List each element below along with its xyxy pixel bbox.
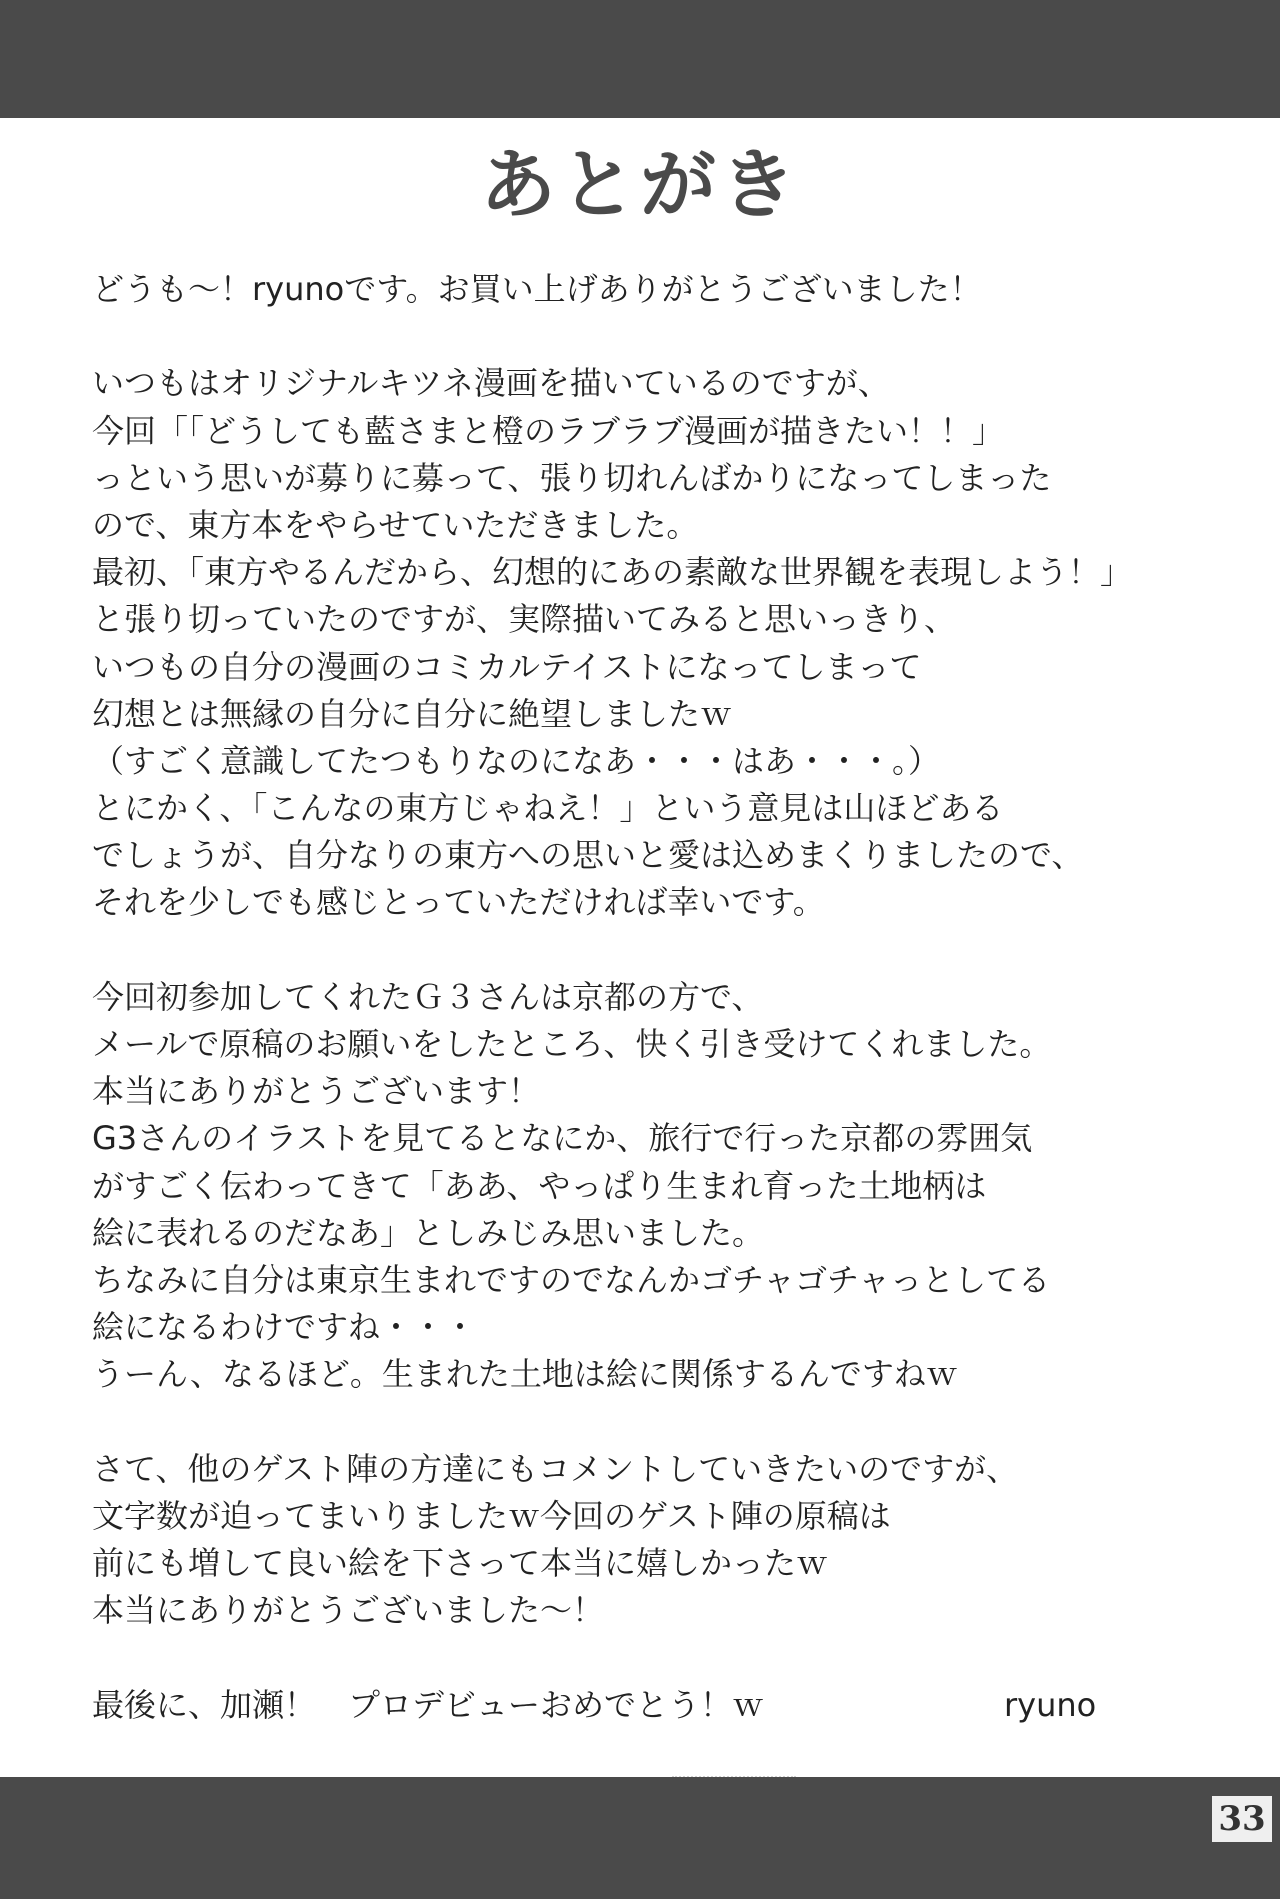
text-line: 幻想とは無縁の自分に自分に絶望しましたｗ	[92, 694, 733, 733]
text-line: と張り切っていたのですが、実際描いてみると思いっきり、	[92, 600, 957, 639]
text-line: っという思いが募りに募って、張り切れんばかりになってしまった	[92, 458, 1052, 497]
text-line: （すごく意識してたつもりなのになあ・・・はあ・・・。）	[92, 741, 941, 780]
text-line: それを少しでも感じとっていただければ幸いです。	[92, 883, 825, 922]
page-number: 33	[1212, 1796, 1272, 1842]
text-line: 今回「「どうしても藍さまと橙のラブラブ漫画が描きたい！！」	[92, 411, 1005, 450]
top-border-band	[0, 0, 1280, 118]
page-title: あとがき	[480, 140, 800, 229]
closing-line: 最後に、加瀬！ プロデビューおめでとう！ｗ	[92, 1685, 765, 1724]
text-line: メールで原稿のお願いをしたところ、快く引き受けてくれました。	[92, 1025, 1052, 1063]
text-line: いつもはオリジナルキツネ漫画を描いているのですが、	[92, 364, 890, 403]
text-line: 前にも増して良い絵を下さって本当に嬉しかったｗ	[92, 1544, 829, 1583]
text-line: でしょうが、自分なりの東方への思いと愛は込めまくりましたので、	[92, 836, 1084, 875]
text-line: 絵になるわけですね・・・	[92, 1308, 477, 1347]
paragraph-gap	[92, 927, 1272, 974]
bottom-border-band	[0, 1777, 1280, 1899]
text-line: 絵に表れるのだなあ」としみじみ思いました。	[92, 1213, 765, 1252]
text-line: G3さんのイラストを見てるとなにか、旅行で行った京都の雰囲気	[92, 1119, 1033, 1158]
paragraph-gap	[92, 313, 1272, 360]
paragraph-gap	[92, 1634, 1272, 1681]
closing-line-row	[92, 1682, 1272, 1729]
text-line: いつもの自分の漫画のコミカルテイストになってしまって	[92, 647, 922, 686]
text-line: ちなみに自分は東京生まれですのでなんかゴチャゴチャっとしてる	[92, 1260, 1051, 1299]
text-line: うーん、なるほど。生まれた土地は絵に関係するんですねｗ	[92, 1355, 958, 1394]
text-line: さて、他のゲスト陣の方達にもコメントしていきたいのですが、	[92, 1449, 1019, 1488]
text-line: 最初、「東方やるんだから、幻想的にあの素敵な世界観を表現しよう！」	[92, 553, 1133, 592]
afterword-body	[92, 266, 1272, 1729]
text-line: ので、東方本をやらせていただきました。	[92, 505, 699, 544]
text-line: どうも～！ryunoです。お買い上げありがとうございました！	[92, 270, 982, 308]
text-line: 今回初参加してくれたＧ３さんは京都の方で、	[92, 977, 764, 1016]
text-line: 文字数が迫ってまいりましたｗ今回のゲスト陣の原稿は	[92, 1496, 891, 1535]
text-line: 本当にありがとうございます！	[92, 1072, 541, 1111]
paragraph-gap	[92, 1399, 1272, 1446]
text-line: 本当にありがとうございました～！	[92, 1591, 605, 1630]
text-line: がすごく伝わってきて「ああ、やっぱり生まれ育った土地柄は	[92, 1166, 987, 1205]
author-signature: ryuno	[1004, 1685, 1097, 1724]
text-line: とにかく、「こんなの東方じゃねえ！」という意見は山ほどある	[92, 789, 1004, 828]
